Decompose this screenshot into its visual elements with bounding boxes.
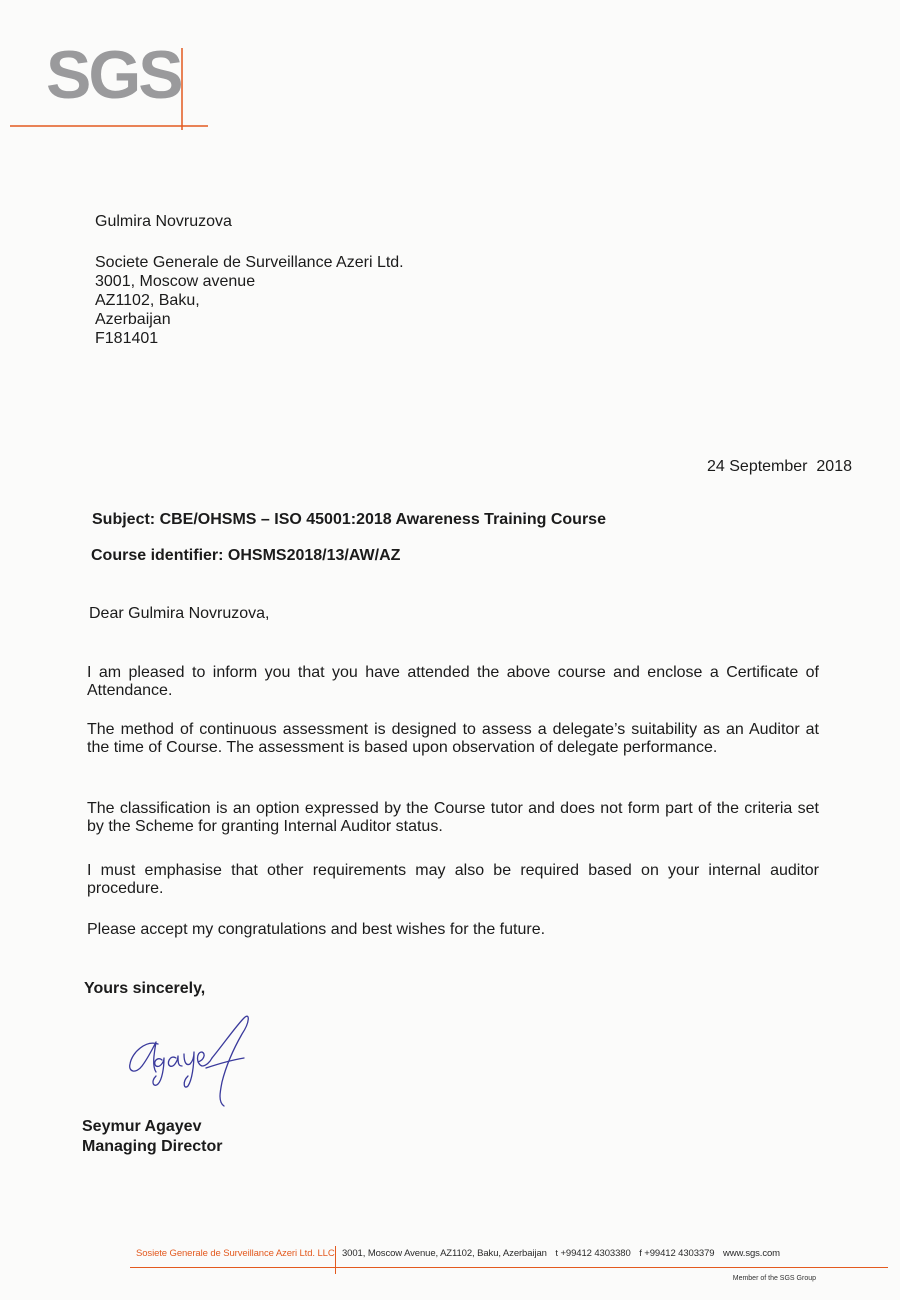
- paragraph-3: The classification is an option expressed by the Course tutor and does not form part of the criteria set by the Scheme for granting Internal Auditor status.: [87, 800, 819, 835]
- address-line-5: F181401: [95, 330, 159, 347]
- signer-block: [82, 1117, 222, 1157]
- footer-rule: [130, 1267, 888, 1268]
- footer-divider: [335, 1246, 336, 1274]
- letter-date: 24 September 2018: [707, 458, 852, 475]
- recipient-block: [95, 212, 404, 348]
- course-identifier: Course identifier: OHSMS2018/13/AW/AZ: [91, 547, 401, 564]
- signer-title: Managing Director: [82, 1138, 223, 1155]
- closing: Yours sincerely,: [84, 980, 206, 997]
- footer-website: www.sgs.com: [723, 1248, 780, 1259]
- salutation: Dear Gulmira Novruzova,: [89, 605, 270, 622]
- sgs-logo: [10, 46, 210, 132]
- letter-footer: [0, 1240, 900, 1300]
- footer-fax: f +99412 4303379: [639, 1248, 715, 1259]
- paragraph-5: Please accept my congratulations and best wishes for the future.: [87, 921, 546, 938]
- footer-contact: [342, 1248, 786, 1259]
- address-line-3: AZ1102, Baku,: [95, 292, 200, 309]
- signature: [118, 1010, 298, 1110]
- address-line-1: Societe Generale de Surveillance Azeri Ltd.: [95, 254, 404, 271]
- subject-line: Subject: CBE/OHSMS – ISO 45001:2018 Awareness Training Course: [92, 511, 606, 528]
- footer-company: Sosiete Generale de Surveillance Azeri Ltd. LLC: [136, 1248, 335, 1259]
- footer-member: Member of the SGS Group: [732, 1275, 816, 1282]
- address-line-4: Azerbaijan: [95, 311, 171, 328]
- recipient-name: Gulmira Novruzova: [95, 213, 232, 230]
- footer-address: 3001, Moscow Avenue, AZ1102, Baku, Azerbaijan: [342, 1248, 547, 1259]
- footer-phone: t +99412 4303380: [555, 1248, 631, 1259]
- sgs-logo-text: SGS: [46, 46, 181, 113]
- paragraph-1: I am pleased to inform you that you have attended the above course and enclose a Certificate of Attendance.: [87, 664, 819, 699]
- address-line-2: 3001, Moscow avenue: [95, 273, 256, 290]
- paragraph-2: The method of continuous assessment is designed to assess a delegate’s suitability as an Auditor at the time of Course. The assessment is based upon observation of delegate performance.: [87, 721, 819, 756]
- paragraph-4: I must emphasise that other requirements may also be required based on your internal auditor procedure.: [87, 862, 819, 897]
- signer-name: Seymur Agayev: [82, 1118, 202, 1135]
